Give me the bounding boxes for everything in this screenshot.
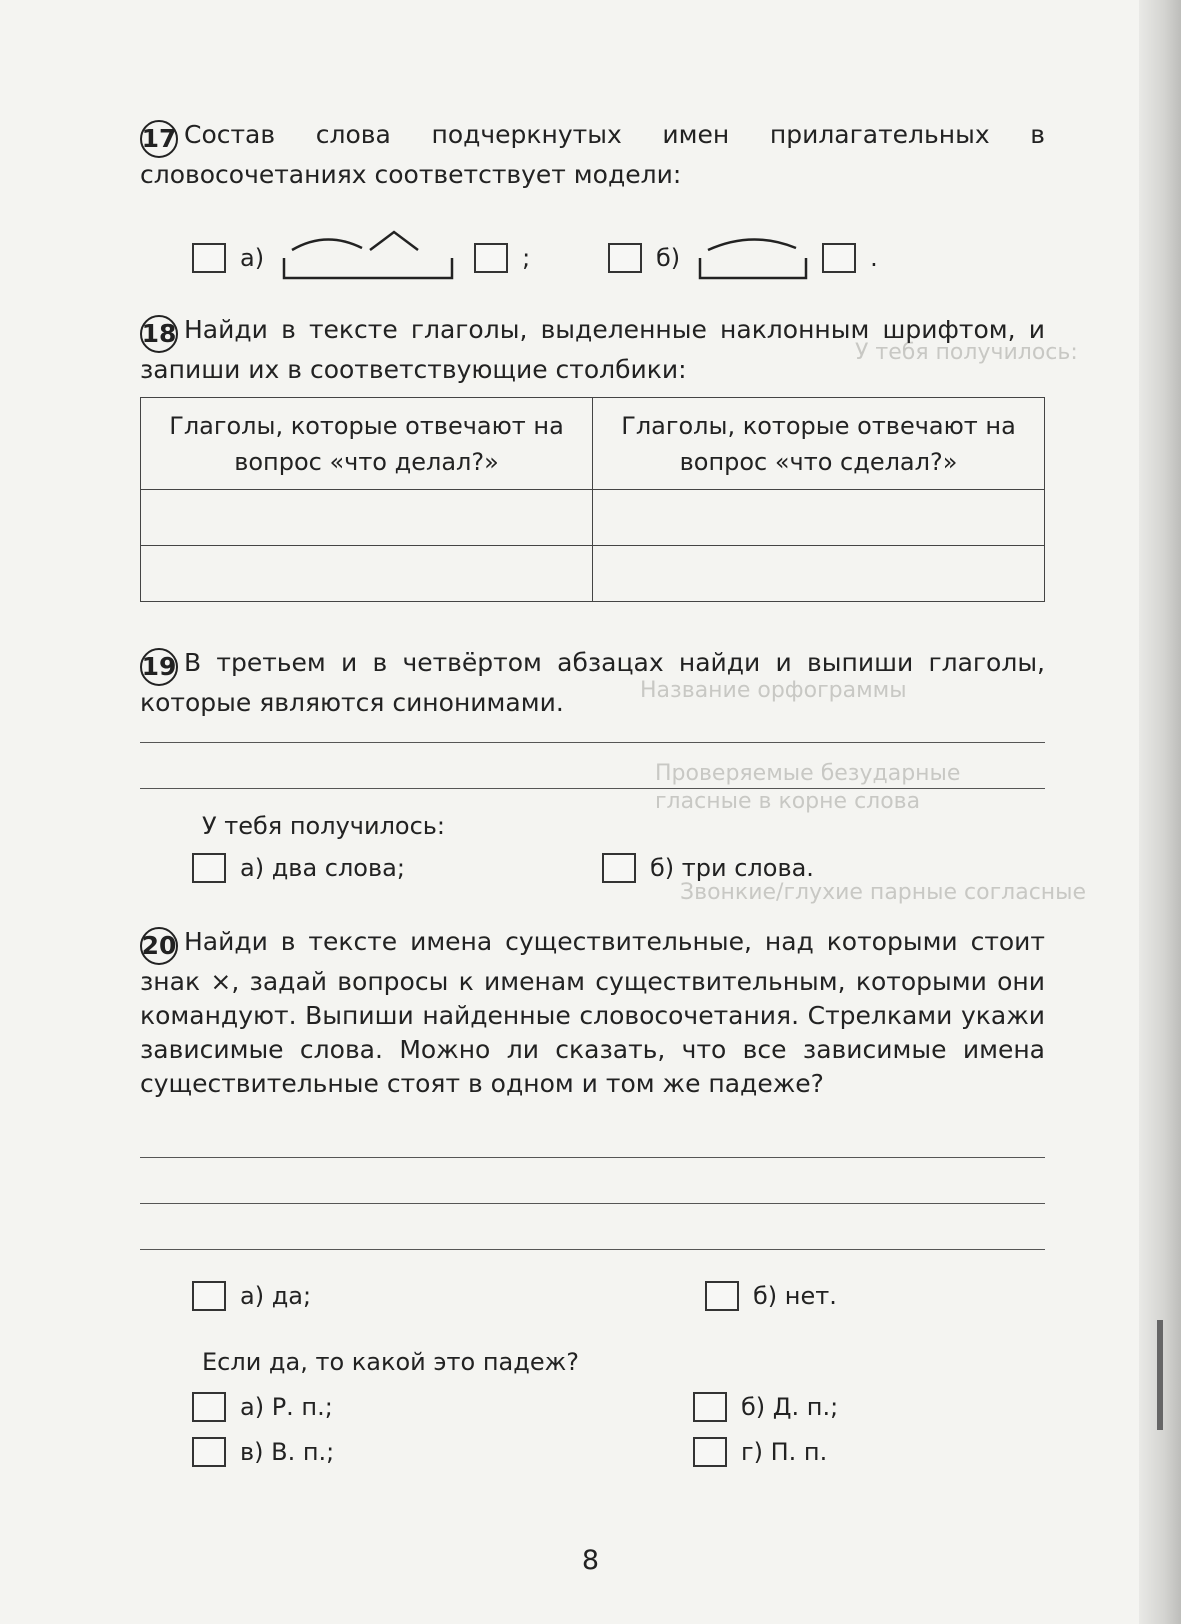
task-20-no <box>705 1281 837 1311</box>
task-18 <box>140 313 1045 387</box>
option-label: в) В. п.; <box>240 1438 335 1466</box>
answer-checkbox-vp[interactable] <box>192 1437 226 1467</box>
option-label: б) три слова. <box>650 854 814 882</box>
option-label: б) нет. <box>753 1282 837 1310</box>
answer-line[interactable] <box>140 1157 1045 1158</box>
task-number: 18 <box>140 315 178 353</box>
case-option-a <box>192 1392 333 1422</box>
task-20 <box>140 925 1045 1101</box>
answer-checkbox-a[interactable] <box>192 243 226 273</box>
answer-checkbox-rp[interactable] <box>192 1392 226 1422</box>
answer-checkbox-yes[interactable] <box>192 1281 226 1311</box>
answer-checkbox-pp[interactable] <box>693 1437 727 1467</box>
suffix-caret <box>370 232 418 250</box>
table-cell[interactable] <box>141 490 593 546</box>
bleed-text: Название орфограммы <box>640 678 907 703</box>
case-option-b <box>693 1392 838 1422</box>
task-20-text: 20 Найди в тексте имена существительные, над которыми стоит знак ×, задай вопросы к именам существительным, которыми они командуют. Выпиши найденные словосочетания. Стрелками укажи зависимые слова. Можно ли сказать, что все зависимые имена существительные стоят в одном и том же падеже? <box>140 927 1046 1098</box>
bleed-text: Проверяемые безударные гласные в корне слова <box>655 761 961 814</box>
page-edge <box>1139 0 1181 1624</box>
task-number: 19 <box>140 648 178 686</box>
table-header-did: Глаголы, которые отвечают на вопрос «что делал?» <box>141 398 593 490</box>
answer-line[interactable] <box>140 788 1045 789</box>
answer-line[interactable] <box>140 742 1045 743</box>
task-17-text: 17 Состав слова подчеркнутых имен прилагательных в словосочетаниях соответствует модели: <box>140 120 1045 189</box>
table-cell[interactable] <box>593 490 1045 546</box>
task-19-result: У тебя получилось: <box>202 812 446 840</box>
task-19-option-b <box>602 853 814 883</box>
bleed-text: У тебя получилось: <box>855 340 1078 365</box>
task-17 <box>140 118 1045 192</box>
option-label: а) два слова; <box>240 854 405 882</box>
task-18-text: 18 Найди в тексте глаголы, выделенные наклонным шрифтом, и запиши их в соответствующие столбики: <box>140 315 1045 384</box>
case-option-v <box>192 1437 334 1467</box>
binding-mark <box>1157 1320 1163 1430</box>
answer-checkbox-b[interactable] <box>602 853 636 883</box>
task-20-yes <box>192 1281 311 1311</box>
answer-checkbox-no[interactable] <box>705 1281 739 1311</box>
option-label: а) <box>240 244 265 272</box>
option-label: б) Д. п.; <box>741 1393 839 1421</box>
option-label: а) Р. п.; <box>240 1393 333 1421</box>
answer-line[interactable] <box>140 1249 1045 1250</box>
root-arc <box>708 239 796 250</box>
root-arc <box>292 239 362 250</box>
option-label: б) <box>656 244 681 272</box>
bleed-text: Звонкие/глухие парные согласные <box>680 880 1087 905</box>
option-label: а) да; <box>240 1282 312 1310</box>
word-model-a <box>276 228 466 288</box>
verbs-table <box>140 397 1045 602</box>
stem-bracket <box>284 258 452 278</box>
stem-bracket <box>700 258 806 278</box>
answer-checkbox-a[interactable] <box>192 853 226 883</box>
task-20-question: Если да, то какой это падеж? <box>202 1348 579 1376</box>
answer-line[interactable] <box>140 1203 1045 1204</box>
table-cell[interactable] <box>141 546 593 602</box>
task-19-option-a <box>192 853 405 883</box>
task-19-text: 19 В третьем и в четвёртом абзацах найди и выпиши глаголы, которые являются синонимами. <box>140 648 1045 717</box>
ending-box <box>474 243 508 273</box>
table-cell[interactable] <box>593 546 1045 602</box>
task-number: 20 <box>140 927 178 965</box>
answer-checkbox-b[interactable] <box>608 243 642 273</box>
task-17-option-a: а) ; <box>192 228 530 288</box>
option-label: г) П. п. <box>741 1438 828 1466</box>
answer-checkbox-dp[interactable] <box>693 1392 727 1422</box>
ending-box <box>822 243 856 273</box>
task-19 <box>140 646 1045 720</box>
table-header-done: Глаголы, которые отвечают на вопрос «что сделал?» <box>593 398 1045 490</box>
case-option-g <box>693 1437 827 1467</box>
word-model-b <box>694 228 814 288</box>
page-number: 8 <box>581 1545 600 1576</box>
cross-mark: × <box>210 966 232 996</box>
task-17-option-b: б) . <box>608 228 878 288</box>
task-number: 17 <box>140 120 178 158</box>
